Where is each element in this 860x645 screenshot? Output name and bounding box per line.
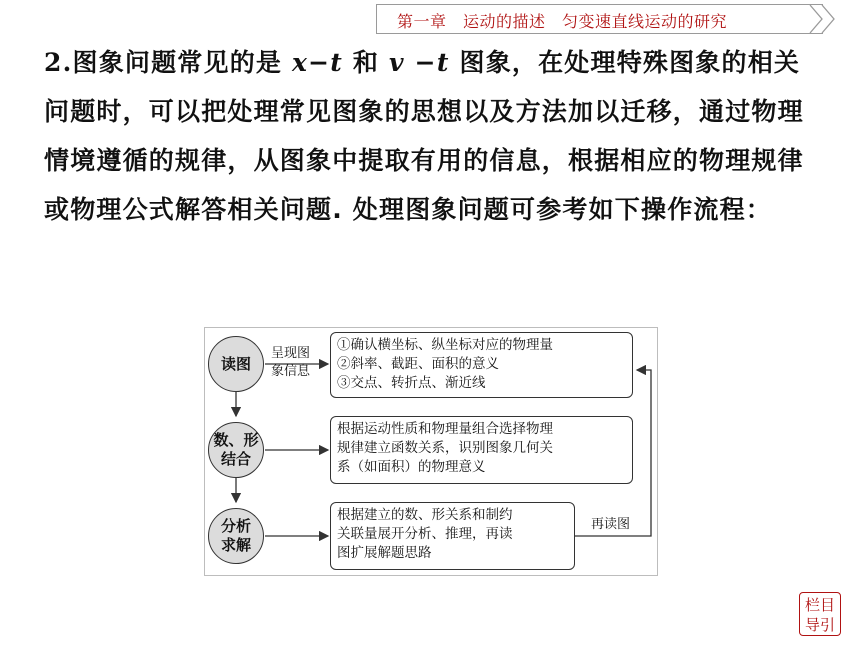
flowchart [204,327,658,576]
box2-line-3: 系（如面积）的物理意义 [337,459,486,475]
chapter-title [397,9,727,32]
box1-line-1: ①确认横坐标、纵坐标对应的物理量 [337,337,553,353]
section-nav-button[interactable] [799,592,841,636]
box-combine [330,416,633,484]
para-text-3: 图象，在处理特殊图象的相关问题时，可以把处理常见图象的思想以及方法加以迁移，通过物理情境遵循的规律，从图象中提取有用的信息，根据相应的物理规律或物理公式解答相关问题. 处理图象问题可参考如下操作流程： [44,48,804,224]
dash-1: − [308,48,331,77]
box3-line-1: 根据建立的数、形关系和制约 [337,507,513,523]
var-v: v [389,48,405,77]
var-t-1: t [330,48,344,77]
box3-line-3: 图扩展解题思路 [337,545,432,561]
present-info-line-2: 象信息 [271,364,311,379]
nav-line-2: 导引 [804,616,835,634]
var-t-2: t [436,48,450,77]
chapter-header [376,4,823,34]
para-text-2: 和 [343,48,390,77]
step-read-graph [208,336,264,392]
box-analyze [330,502,575,570]
box1-line-2: ②斜率、截距、面积的意义 [337,356,499,372]
box-read-graph [330,332,633,398]
step-analyze-line-1: 分析 [220,517,251,535]
chevron-right-icon [808,4,852,34]
step-combine-line-2: 结合 [220,450,251,468]
para-text-1: 图象问题常见的是 [72,48,293,77]
step-analyze-line-2: 求解 [220,536,251,554]
dash-2: − [404,48,437,77]
var-x: x [292,48,309,77]
box3-line-2: 关联量展开分析、推理，再读 [337,526,513,542]
box2-line-1: 根据运动性质和物理量组合选择物理 [337,421,553,437]
present-info-label [271,345,310,381]
chapter-number: 第一章 [397,12,447,31]
reread-label: 再读图 [591,517,631,532]
box2-line-2: 规律建立函数关系，识别图象几何关 [337,440,553,456]
chapter-subtitle: 运动的描述 匀变速直线运动的研究 [463,12,728,31]
nav-line-1: 栏目 [804,596,835,614]
step-analyze [208,508,264,564]
step-combine-line-1: 数、形 [213,431,259,449]
item-number: 2. [44,48,73,77]
step-read-graph-label: 读图 [220,354,251,373]
present-info-line-1: 呈现图 [271,346,311,361]
step-combine [208,422,264,478]
body-paragraph [44,38,826,234]
box1-line-3: ③交点、转折点、渐近线 [337,375,486,391]
